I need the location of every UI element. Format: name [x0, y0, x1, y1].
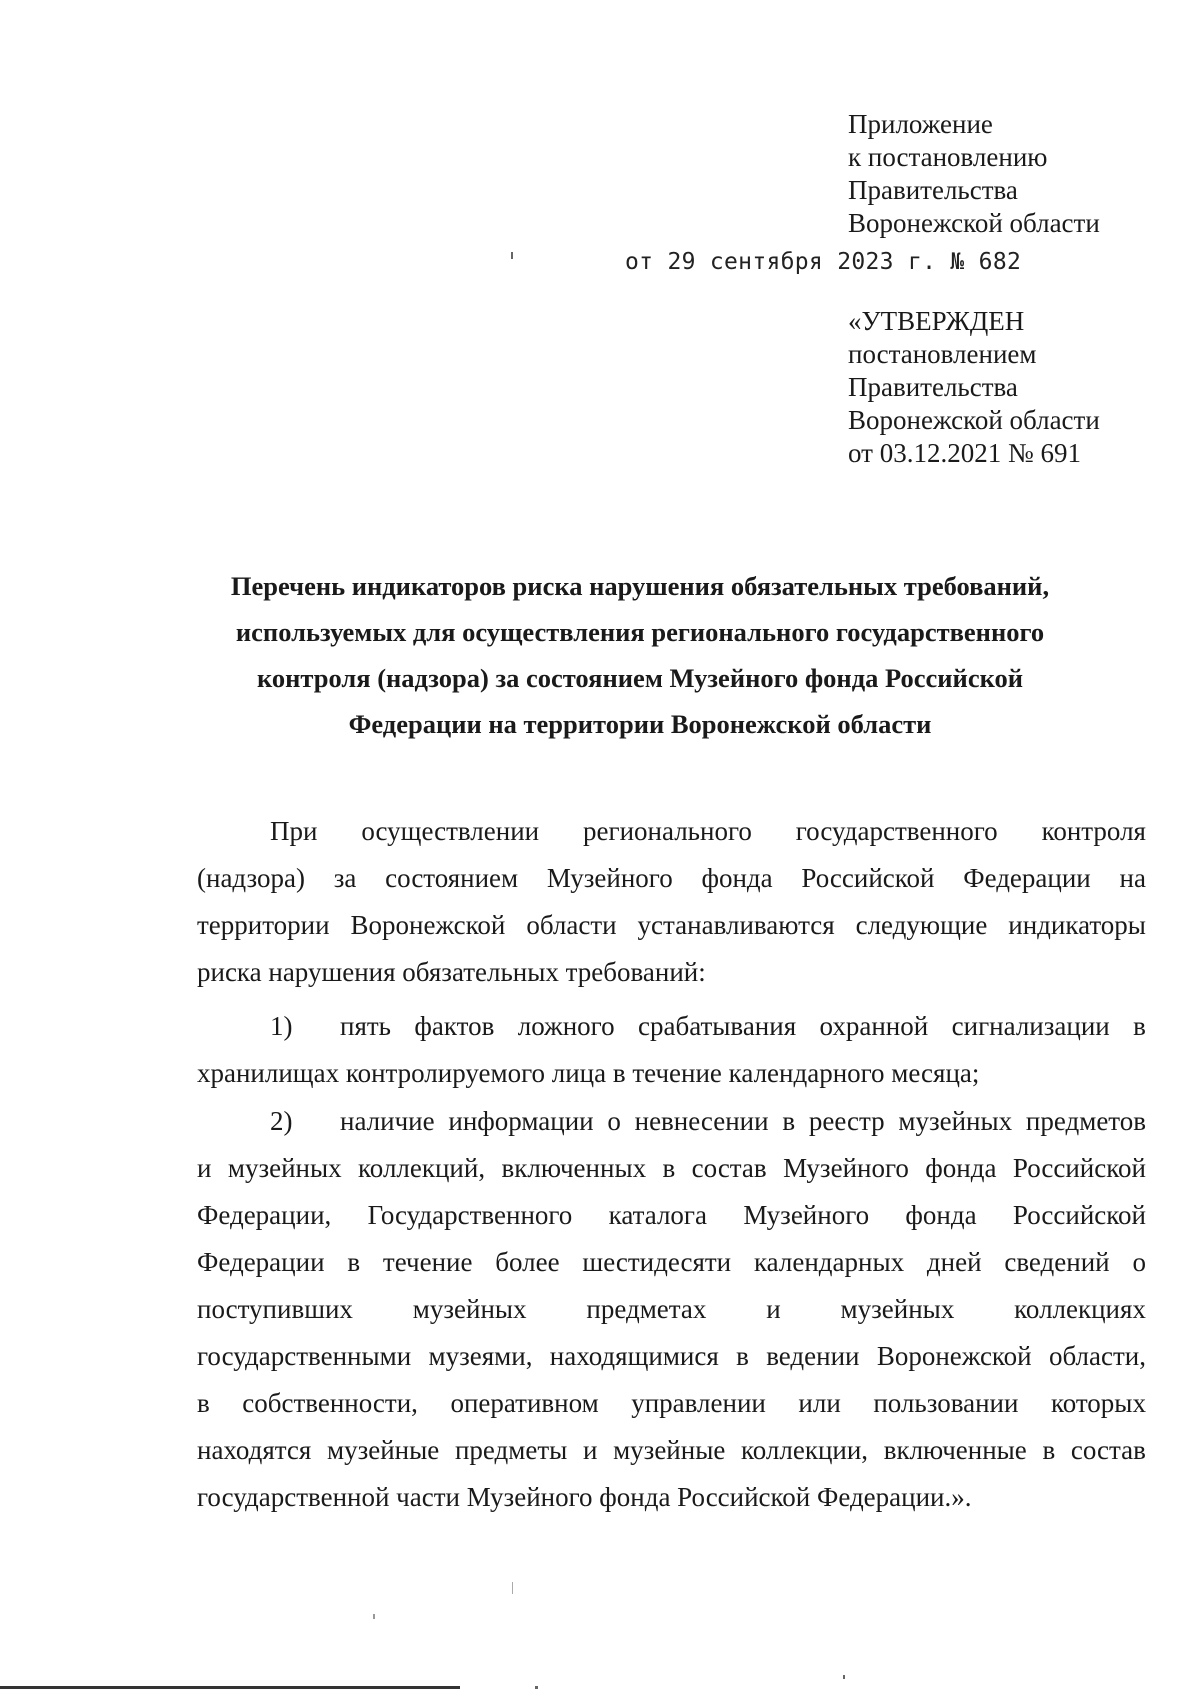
word: Музейного	[783, 1153, 909, 1183]
paragraph-line: государственной части Музейного фонда Российской Федерации.».	[197, 1482, 972, 1512]
word: Воронежской	[876, 1341, 1032, 1371]
scan-speck	[843, 1675, 845, 1679]
document-title	[200, 563, 1080, 747]
word: коллекциях	[1014, 1294, 1146, 1324]
approved-block	[848, 305, 1100, 470]
word: (надзора)	[197, 863, 305, 893]
word: сигнализации	[951, 1011, 1110, 1041]
word: территории	[197, 910, 330, 940]
paragraph-line	[197, 1286, 1146, 1333]
word: индикаторы	[1008, 910, 1146, 940]
order-date-number: от 29 сентября 2023 г. № 682	[625, 249, 1022, 275]
paragraph-line-text	[340, 1003, 1146, 1050]
list-item-1	[197, 1003, 1146, 1097]
list-item-2	[197, 1098, 1146, 1521]
paragraph-line	[197, 1192, 1146, 1239]
word: на	[1119, 863, 1146, 893]
paragraph-line	[197, 1380, 1146, 1427]
title-line: Перечень индикаторов риска нарушения обязательных требований,	[230, 571, 1050, 601]
word: и	[766, 1294, 781, 1324]
paragraph-line	[197, 1239, 1146, 1286]
paragraph-line	[197, 1003, 1146, 1050]
scan-speck	[512, 1582, 513, 1594]
word: следующие	[855, 910, 988, 940]
word: о	[607, 1106, 621, 1136]
word: включенные	[883, 1435, 1027, 1465]
approved-line: от 03.12.2021 № 691	[848, 438, 1081, 468]
word: Российской	[1012, 1153, 1146, 1183]
paragraph-line	[197, 1098, 1146, 1145]
word: более	[495, 1247, 560, 1277]
word: При	[270, 816, 318, 846]
word: музеями,	[428, 1341, 533, 1371]
word: охранной	[819, 1011, 929, 1041]
word: находятся	[197, 1435, 312, 1465]
word: предметов	[1025, 1106, 1146, 1136]
appendix-line: к постановлению	[848, 142, 1048, 172]
word: в	[1133, 1011, 1146, 1041]
approved-line: Воронежской области	[848, 405, 1100, 435]
appendix-line: Приложение	[848, 109, 993, 139]
word: о	[1132, 1247, 1146, 1277]
word: Российской	[1012, 1200, 1146, 1230]
word: каталога	[608, 1200, 707, 1230]
word: находящимися	[549, 1341, 719, 1371]
word: музейных	[898, 1106, 1013, 1136]
word: и	[197, 1153, 212, 1183]
title-line: Федерации на территории Воронежской области	[348, 709, 932, 739]
intro-paragraph	[197, 808, 1146, 996]
word: состав	[1070, 1435, 1146, 1465]
word: предметах	[586, 1294, 707, 1324]
word: оперативном	[450, 1388, 599, 1418]
paragraph-line	[197, 855, 1146, 902]
word: регионального	[583, 816, 752, 846]
word: пять	[340, 1011, 391, 1041]
word: собственности,	[242, 1388, 418, 1418]
appendix-header	[848, 108, 1100, 240]
word: области,	[1048, 1341, 1146, 1371]
approved-line: «УТВЕРЖДЕН	[848, 306, 1025, 336]
word: коллекций,	[358, 1153, 486, 1183]
word: информации	[448, 1106, 594, 1136]
paragraph-line: риска нарушения обязательных требований:	[197, 957, 706, 987]
paragraph-line	[197, 902, 1146, 949]
word: Федерации	[197, 1247, 325, 1277]
word: срабатывания	[638, 1011, 797, 1041]
word: или	[798, 1388, 841, 1418]
word: Федерации,	[197, 1200, 332, 1230]
scan-speck	[511, 252, 513, 259]
title-line: контроля (надзора) за состоянием Музейного фонда Российской	[256, 663, 1024, 693]
appendix-line: Правительства	[848, 175, 1018, 205]
paragraph-line	[197, 1333, 1146, 1380]
word: наличие	[340, 1106, 435, 1136]
word: в	[1042, 1435, 1056, 1465]
word: контроля	[1041, 816, 1146, 846]
paragraph-line-text	[340, 1098, 1146, 1145]
word: в	[782, 1106, 796, 1136]
word: коллекции,	[741, 1435, 869, 1465]
word: состав	[691, 1153, 767, 1183]
word: календарных	[753, 1247, 905, 1277]
word: устанавливаются	[637, 910, 835, 940]
word: сведений	[1004, 1247, 1110, 1277]
word: Российской	[801, 863, 935, 893]
paragraph-line: хранилищах контролируемого лица в течение календарного месяца;	[197, 1058, 980, 1088]
scan-speck	[535, 1686, 538, 1689]
word: реестр	[808, 1106, 885, 1136]
word: музейных	[840, 1294, 955, 1324]
paragraph-line	[197, 1427, 1146, 1474]
word: предметы	[454, 1435, 568, 1465]
word: дней	[926, 1247, 982, 1277]
word: за	[333, 863, 357, 893]
word: фонда	[701, 863, 773, 893]
word: ложного	[517, 1011, 615, 1041]
word: включенных	[501, 1153, 647, 1183]
approved-line: постановлением	[848, 339, 1037, 369]
word: состоянием	[385, 863, 519, 893]
word: в	[197, 1388, 210, 1418]
word: фактов	[414, 1011, 495, 1041]
word: в	[662, 1153, 676, 1183]
word: ведении	[766, 1341, 860, 1371]
word: течение	[382, 1247, 473, 1277]
word: в	[347, 1247, 361, 1277]
word: фонда	[925, 1153, 997, 1183]
scan-speck	[373, 1614, 375, 1619]
paragraph-line	[197, 1145, 1146, 1192]
appendix-line: Воронежской области	[848, 208, 1100, 238]
word: управлении	[631, 1388, 766, 1418]
list-item-number: 1)	[270, 1011, 293, 1041]
word: Музейного	[743, 1200, 870, 1230]
word: которых	[1050, 1388, 1146, 1418]
word: музейных	[227, 1153, 342, 1183]
word: музейных	[412, 1294, 527, 1324]
word: невнесении	[634, 1106, 769, 1136]
word: Федерации	[963, 863, 1091, 893]
word: шестидесяти	[582, 1247, 732, 1277]
word: и	[582, 1435, 598, 1465]
approved-line: Правительства	[848, 372, 1018, 402]
word: поступивших	[197, 1294, 353, 1324]
paragraph-line	[197, 808, 1146, 855]
title-line: используемых для осуществления регионального государственного	[235, 617, 1045, 647]
word: государственного	[795, 816, 998, 846]
word: государственными	[197, 1341, 412, 1371]
word: области	[526, 910, 617, 940]
word: осуществлении	[361, 816, 540, 846]
word: Государственного	[367, 1200, 573, 1230]
word: фонда	[905, 1200, 977, 1230]
word: музейные	[613, 1435, 726, 1465]
word: пользовании	[873, 1388, 1019, 1418]
word: в	[736, 1341, 749, 1371]
word: Воронежской	[350, 910, 506, 940]
word: музейные	[327, 1435, 440, 1465]
list-item-number: 2)	[270, 1106, 293, 1136]
footer-scan-line	[0, 1686, 460, 1689]
word: Музейного	[546, 863, 673, 893]
